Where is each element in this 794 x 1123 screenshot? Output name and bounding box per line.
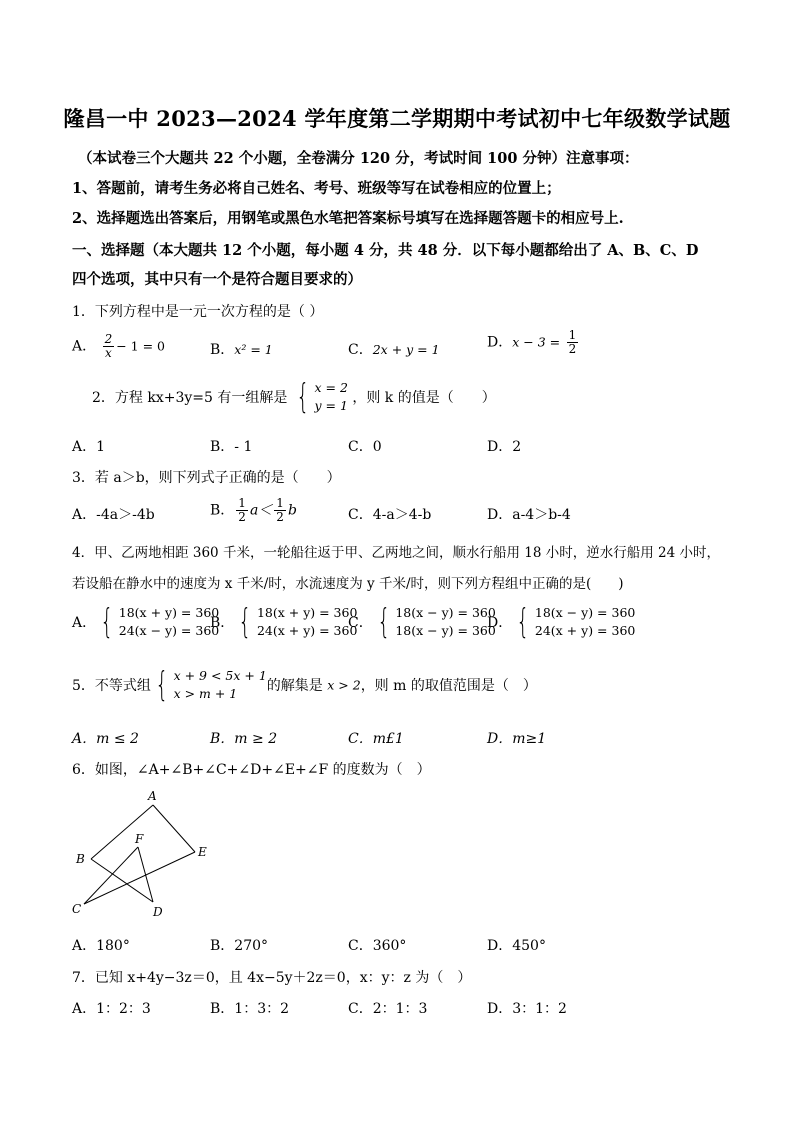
question-4-stem-line2: 若设船在静水中的速度为 x 千米/时，水流速度为 y 千米/时，则下列方程组中正确的是( ) — [72, 576, 624, 592]
note-2: 2、选择题选出答案后，用钢笔或黑色水笔把答案标号填写在选择题答题卡的相应号上. — [72, 210, 624, 227]
q4-d-brace-icon: { — [516, 602, 530, 642]
vertex-label-B: B — [76, 852, 85, 866]
q3-option-b — [210, 497, 297, 524]
q5-stem-pre: 5．不等式组 — [72, 678, 151, 694]
q1-d-label: D． — [487, 334, 513, 351]
q5-stem-mid: 的解集是 — [266, 678, 323, 694]
q4-a-brace-icon: { — [100, 602, 114, 642]
question-6-stem: 6．如图，∠A+∠B+∠C+∠D+∠E+∠F 的度数为（ ） — [72, 762, 431, 778]
q3-option-d: D．a-4＞b-4 — [487, 507, 571, 523]
q4-c-line-2: 18(x − y) = 360 — [395, 623, 496, 638]
question-2-stem — [92, 379, 496, 415]
question-7-stem: 7．已知 x+4y−3z＝0，且 4x−5y＋2z＝0，x：y：z 为（ ） — [72, 970, 472, 986]
q1-a-numerator: 2 — [104, 332, 113, 346]
q6-option-c: C．360° — [348, 938, 407, 954]
q5-sys-line-2: x > m + 1 — [173, 686, 238, 701]
q4-option-a — [72, 604, 219, 640]
q4-b-line-2: 24(x + y) = 360 — [256, 623, 358, 638]
q3-option-a: A．-4a＞-4b — [72, 507, 155, 523]
edge-AE — [153, 805, 195, 852]
q1-b-text: x² = 1 — [234, 342, 273, 357]
q6-figure — [60, 785, 220, 920]
edge-AB — [91, 805, 153, 859]
exam-intro: （本试卷三个大题共 22 个小题，全卷满分 120 分，考试时间 100 分钟）注意事项： — [78, 150, 639, 167]
q3-b-num2: 1 — [276, 496, 284, 510]
q6-option-b: B．270° — [210, 938, 269, 954]
q4-option-c — [348, 604, 496, 640]
q1-a-fraction — [103, 333, 115, 360]
vertex-label-F: F — [135, 832, 144, 846]
q3-b-num1: 1 — [238, 496, 246, 510]
page-title: 隆昌一中 2023—2024 学年度第二学期期中考试初中七年级数学试题 — [63, 106, 731, 131]
q3-b-end: b — [287, 502, 297, 519]
q4-a-line-2: 24(x − y) = 360 — [118, 623, 220, 638]
q1-a-rest: − 1 = 0 — [116, 338, 165, 354]
q2-option-d: D．2 — [487, 439, 522, 455]
q7-option-c: C．2：1：3 — [348, 1001, 428, 1017]
edge-CF — [84, 847, 138, 904]
q1-option-d — [487, 329, 580, 356]
q1-option-a — [72, 333, 165, 360]
question-3-stem: 3．若 a＞b，则下列式子正确的是（ ） — [72, 470, 341, 486]
vertex-label-C: C — [72, 902, 82, 916]
q3-b-fraction-1 — [236, 497, 248, 524]
q5-option-a: A．m ≤ 2 — [72, 731, 139, 747]
q1-d-numerator: 1 — [568, 328, 577, 342]
q4-b-brace-icon: { — [238, 602, 252, 642]
q2-stem-pre: 2．方程 kx+3y=5 有一组解是 — [92, 390, 288, 406]
q2-sys-line-1: x = 2 — [314, 380, 348, 395]
q7-option-a: A．1：2：3 — [72, 1001, 151, 1017]
q5-option-b: B．m ≥ 2 — [210, 731, 278, 747]
q1-option-b — [210, 339, 273, 359]
vertex-label-D: D — [153, 905, 163, 919]
q7-option-d: D．3：1：2 — [487, 1001, 567, 1017]
question-1-stem: 1．下列方程中是一元一次方程的是（ ） — [72, 304, 324, 320]
q4-c-label: C． — [348, 615, 373, 631]
q1-c-label: C． — [348, 342, 373, 358]
question-4-stem-line1: 4．甲、乙两地相距 360 千米，一轮船往返于甲、乙两地之间，顺水行船用 18 小时，逆水行船用 24 小时， — [72, 545, 720, 561]
section-heading-line1: 一、选择题（本大题共 12 个小题，每小题 4 分，共 48 分．以下每小题都给出了 A、B、C、D — [72, 242, 699, 259]
vertex-label-A: A — [148, 789, 157, 803]
question-5-stem — [72, 667, 537, 703]
q7-option-b: B．1：3：2 — [210, 1001, 290, 1017]
q4-d-line-2: 24(x + y) = 360 — [534, 623, 636, 638]
q1-option-c — [348, 339, 440, 359]
q2-brace-icon: { — [296, 377, 310, 417]
q3-b-mid: a＜ — [249, 502, 273, 519]
q1-c-text: 2x + y = 1 — [372, 342, 440, 357]
q5-option-d: D．m≥1 — [487, 731, 547, 747]
q4-d-label: D． — [487, 615, 513, 631]
vertex-label-E: E — [198, 845, 207, 859]
section-heading-line2: 四个选项，其中只有一个是符合题目要求的） — [72, 271, 362, 288]
q4-c-line-1: 18(x − y) = 360 — [395, 605, 496, 620]
note-1: 1、答题前，请考生务必将自己姓名、考号、班级等写在试卷相应的位置上； — [72, 180, 561, 197]
q4-option-d — [487, 604, 635, 640]
q3-b-den1: 2 — [238, 510, 246, 524]
q4-option-b — [210, 604, 357, 640]
q5-sys-line-1: x + 9 < 5x + 1 — [173, 668, 267, 683]
edge-BD — [91, 859, 153, 902]
edge-CE — [84, 852, 195, 904]
q2-option-a: A．1 — [72, 439, 106, 455]
q1-b-label: B． — [210, 342, 235, 358]
q5-option-c: C．m£1 — [348, 731, 404, 747]
q1-a-label: A． — [72, 338, 97, 355]
q3-b-fraction-2 — [274, 497, 286, 524]
q4-a-label: A． — [72, 615, 97, 631]
q4-d-line-1: 18(x − y) = 360 — [534, 605, 636, 620]
q2-option-b: B．- 1 — [210, 439, 253, 455]
q1-a-denominator: x — [105, 346, 112, 360]
q6-option-d: D．450° — [487, 938, 546, 954]
q1-d-denominator: 2 — [568, 342, 577, 356]
q2-equation-system — [292, 379, 348, 415]
q4-b-line-1: 18(x + y) = 360 — [256, 605, 358, 620]
q6-option-a: A．180° — [72, 938, 130, 954]
q5-brace-icon: { — [155, 665, 169, 705]
q2-stem-post: ，则 k 的值是（ ） — [352, 390, 496, 406]
q4-b-label: B． — [210, 615, 235, 631]
q1-d-fraction — [567, 329, 579, 356]
q3-b-den2: 2 — [276, 510, 284, 524]
q4-c-brace-icon: { — [377, 602, 391, 642]
q3-option-c: C．4-a＞4-b — [348, 507, 432, 523]
q3-b-label: B． — [210, 502, 235, 519]
q5-inequality-system — [151, 667, 267, 703]
q5-condition: x > 2 — [327, 677, 361, 693]
q2-sys-line-2: y = 1 — [314, 398, 348, 413]
q1-d-left: x − 3 = — [512, 334, 561, 350]
q2-option-c: C．0 — [348, 439, 382, 455]
q5-stem-post: ，则 m 的取值范围是（ ） — [360, 678, 537, 694]
q4-a-line-1: 18(x + y) = 360 — [118, 605, 220, 620]
